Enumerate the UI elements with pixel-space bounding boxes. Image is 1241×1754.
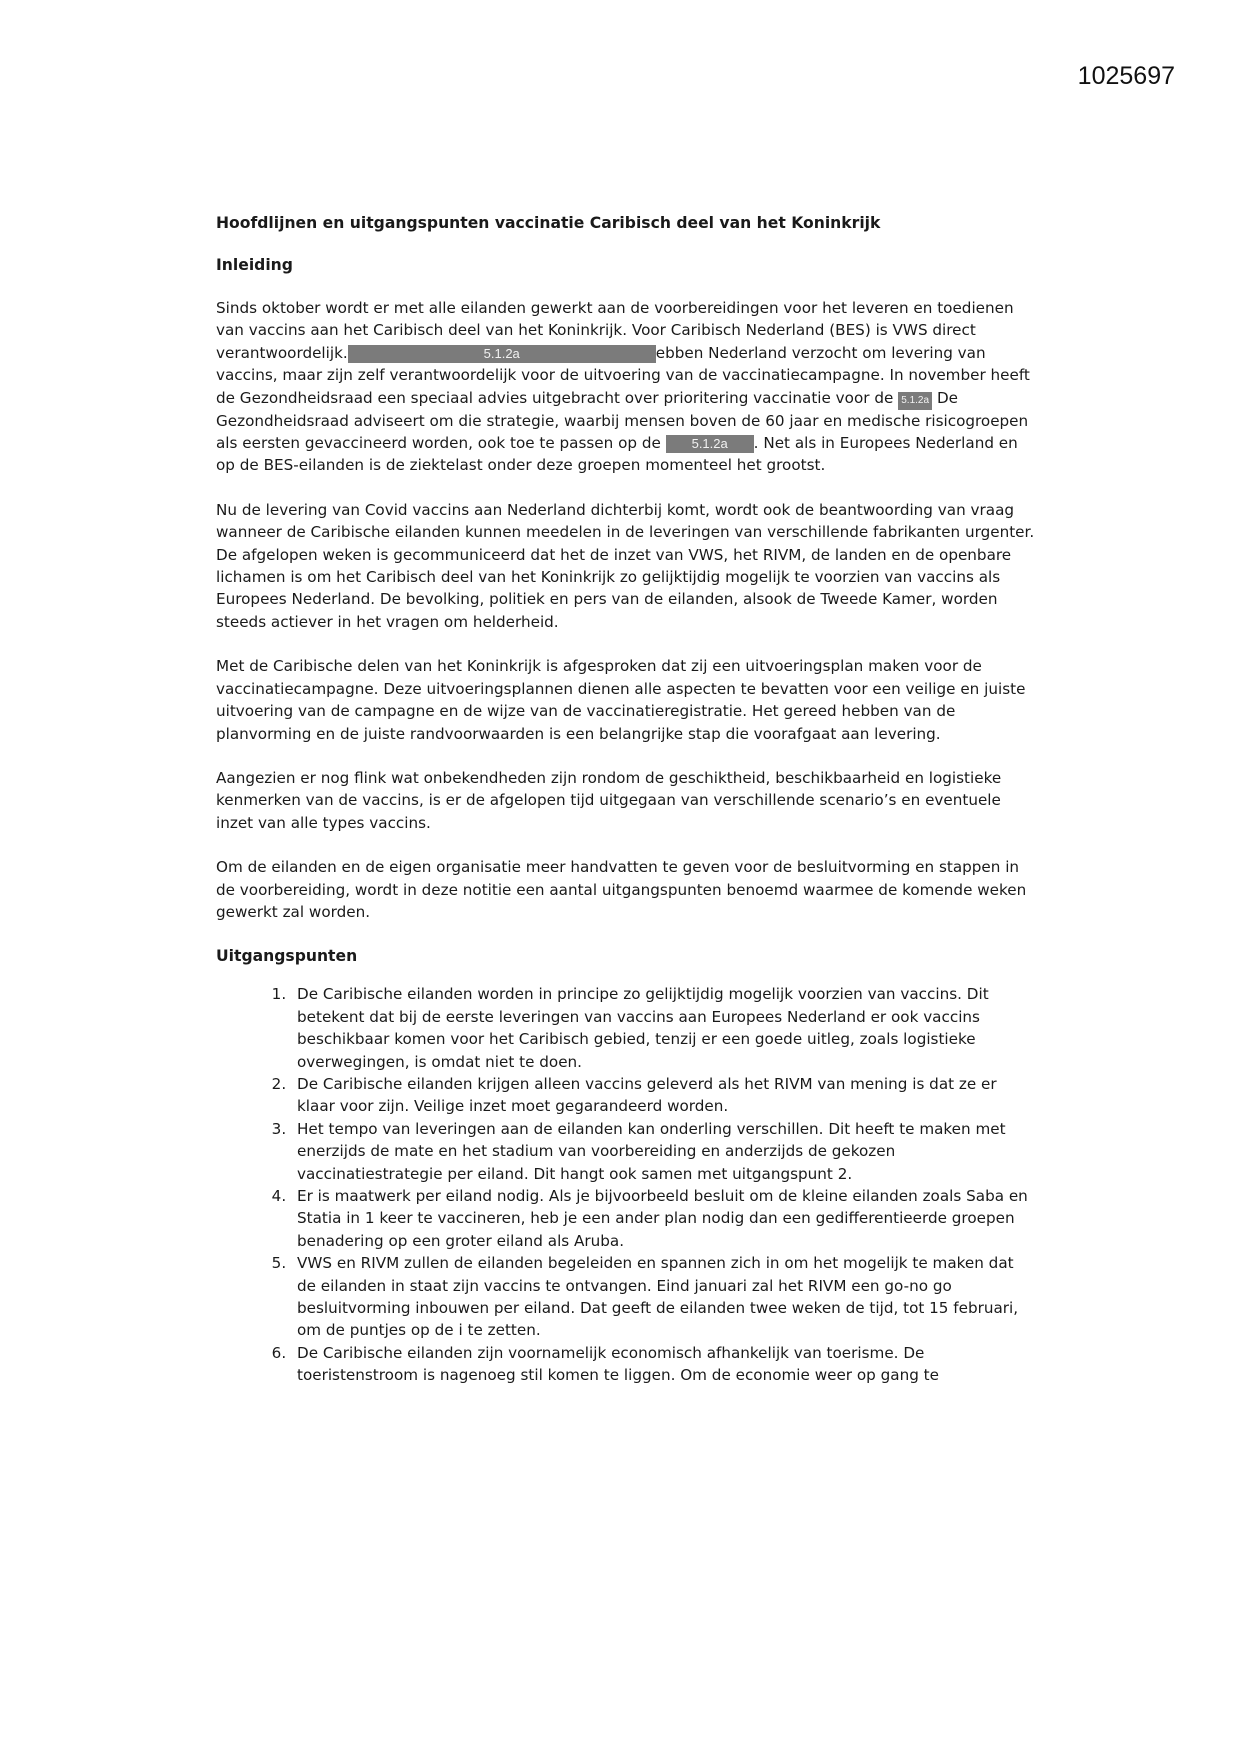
paragraph-3: Met de Caribische delen van het Koninkrijk is afgesproken dat zij een uitvoeringsplan maken voor de vaccinatiecampagne. Deze uitvoeringsplannen dienen alle aspecten te bevatten voor een veilige en juiste uitvoering van de campagne en de wijze van de vaccinatieregistratie. Het gereed hebben van de planvorming en de juiste randvoorwaarden is een belangrijke stap die voorafgaat aan levering. [216, 657, 1026, 743]
document-title: Hoofdlijnen en uitgangspunten vaccinatie Caribisch deel van het Koninkrijk [216, 214, 881, 232]
list-item: 3. Het tempo van leveringen aan de eilanden kan onderling verschillen. Dit heeft te maken met enerzijds de mate en het stadium van voorbereiding en anderzijds de gekozen vaccinatiestrategie per eiland. Dit hangt ook samen met uitgangspunt 2. [291, 1118, 1036, 1185]
paragraph-4: Aangezien er nog flink wat onbekendheden zijn rondom de geschiktheid, beschikbaarheid en logistieke kenmerken van de vaccins, is er de afgelopen tijd uitgegaan van verschillende scenario’s en eventuele inzet van alle types vaccins. [216, 768, 1002, 832]
paragraph-1-part-d: . Net als in Europees Nederland en op de BES-eilanden is de ziektelast onder deze groepen momenteel het grootst. [216, 434, 1018, 475]
paragraph-1-part-c: De Gezondheidsraad adviseert om die strategie, waarbij mensen boven de 60 jaar en medische risicogroepen als eersten gevaccineerd worden, ook toe te passen op de [216, 388, 1029, 453]
redaction-box: 5.1.2a [348, 345, 656, 363]
redaction-box: 5.1.2a [666, 435, 754, 453]
paragraph-5: Om de eilanden en de eigen organisatie meer handvatten te geven voor de besluitvorming en stappen in de voorbereiding, wordt in deze notitie een aantal uitgangspunten benoemd waarmee de komende weken gewerkt zal worden. [216, 858, 1027, 921]
paragraph-1-part-b: ebben Nederland verzocht om levering van vaccins, maar zijn zelf verantwoordelijk voor de uitvoering van de vaccinatiecampagne. In november heeft de Gezondheidsraad een speciaal advies uitgebracht over prioritering vaccinatie voor de [216, 343, 1030, 407]
paragraph-1 [216, 297, 1036, 477]
section-heading-inleiding: Inleiding [216, 256, 293, 274]
list-item: 6. De Caribische eilanden zijn voornamelijk economisch afhankelijk van toerisme. De toeristenstroom is nagenoeg stil komen te liggen. Om de economie weer op gang te [291, 1342, 1036, 1387]
section-heading-uitgangspunten: Uitgangspunten [216, 947, 358, 966]
list-item: 4. Er is maatwerk per eiland nodig. Als je bijvoorbeeld besluit om de kleine eilanden zoals Saba en Statia in 1 keer te vaccineren, heb je een ander plan nodig dan een gedifferentieerde groepen benadering op een groter eiland als Aruba. [291, 1185, 1036, 1252]
points-list [216, 983, 1036, 1386]
redaction-box: 5.1.2a [898, 392, 932, 410]
document-number: 1025697 [1077, 62, 1175, 90]
list-item: 1. De Caribische eilanden worden in principe zo gelijktijdig mogelijk voorzien van vaccins. Dit betekent dat bij de eerste leveringen van vaccins aan Europees Nederland er ook vaccins beschikbaar komen voor het Caribisch gebied, tenzij er een goede uitleg, zoals logistieke overwegingen, is omdat niet te doen. [291, 983, 1036, 1073]
paragraph-1-part-a: Sinds oktober wordt er met alle eilanden gewerkt aan de voorbereidingen voor het leveren en toedienen van vaccins aan het Caribisch deel van het Koninkrijk. Voor Caribisch Nederland (BES) is VWS direct verantwoordelijk. [216, 299, 1014, 362]
paragraph-2: Nu de levering van Covid vaccins aan Nederland dichterbij komt, wordt ook de beantwoording van vraag wanneer de Caribische eilanden kunnen meedelen in de leveringen van verschillende fabrikanten urgenter. De afgelopen weken is gecommuniceerd dat het de inzet van VWS, het RIVM, de landen en de openbare lichamen is om het Caribisch deel van het Koninkrijk zo gelijktijdig mogelijk te voorzien van vaccins als Europees Nederland. De bevolking, politiek en pers van de eilanden, alsook de Tweede Kamer, worden steeds actiever in het vragen om helderheid. [216, 500, 1035, 631]
list-item: 5. VWS en RIVM zullen de eilanden begeleiden en spannen zich in om het mogelijk te maken dat de eilanden in staat zijn vaccins te ontvangen. Eind januari zal het RIVM een go-no go besluitvorming inbouwen per eiland. Dat geeft de eilanden twee weken de tijd, tot 15 februari, om de puntjes op de i te zetten. [291, 1252, 1036, 1342]
list-item: 2. De Caribische eilanden krijgen alleen vaccins geleverd als het RIVM van mening is dat ze er klaar voor zijn. Veilige inzet moet gegarandeerd worden. [291, 1073, 1036, 1118]
document-body [216, 212, 1036, 1387]
